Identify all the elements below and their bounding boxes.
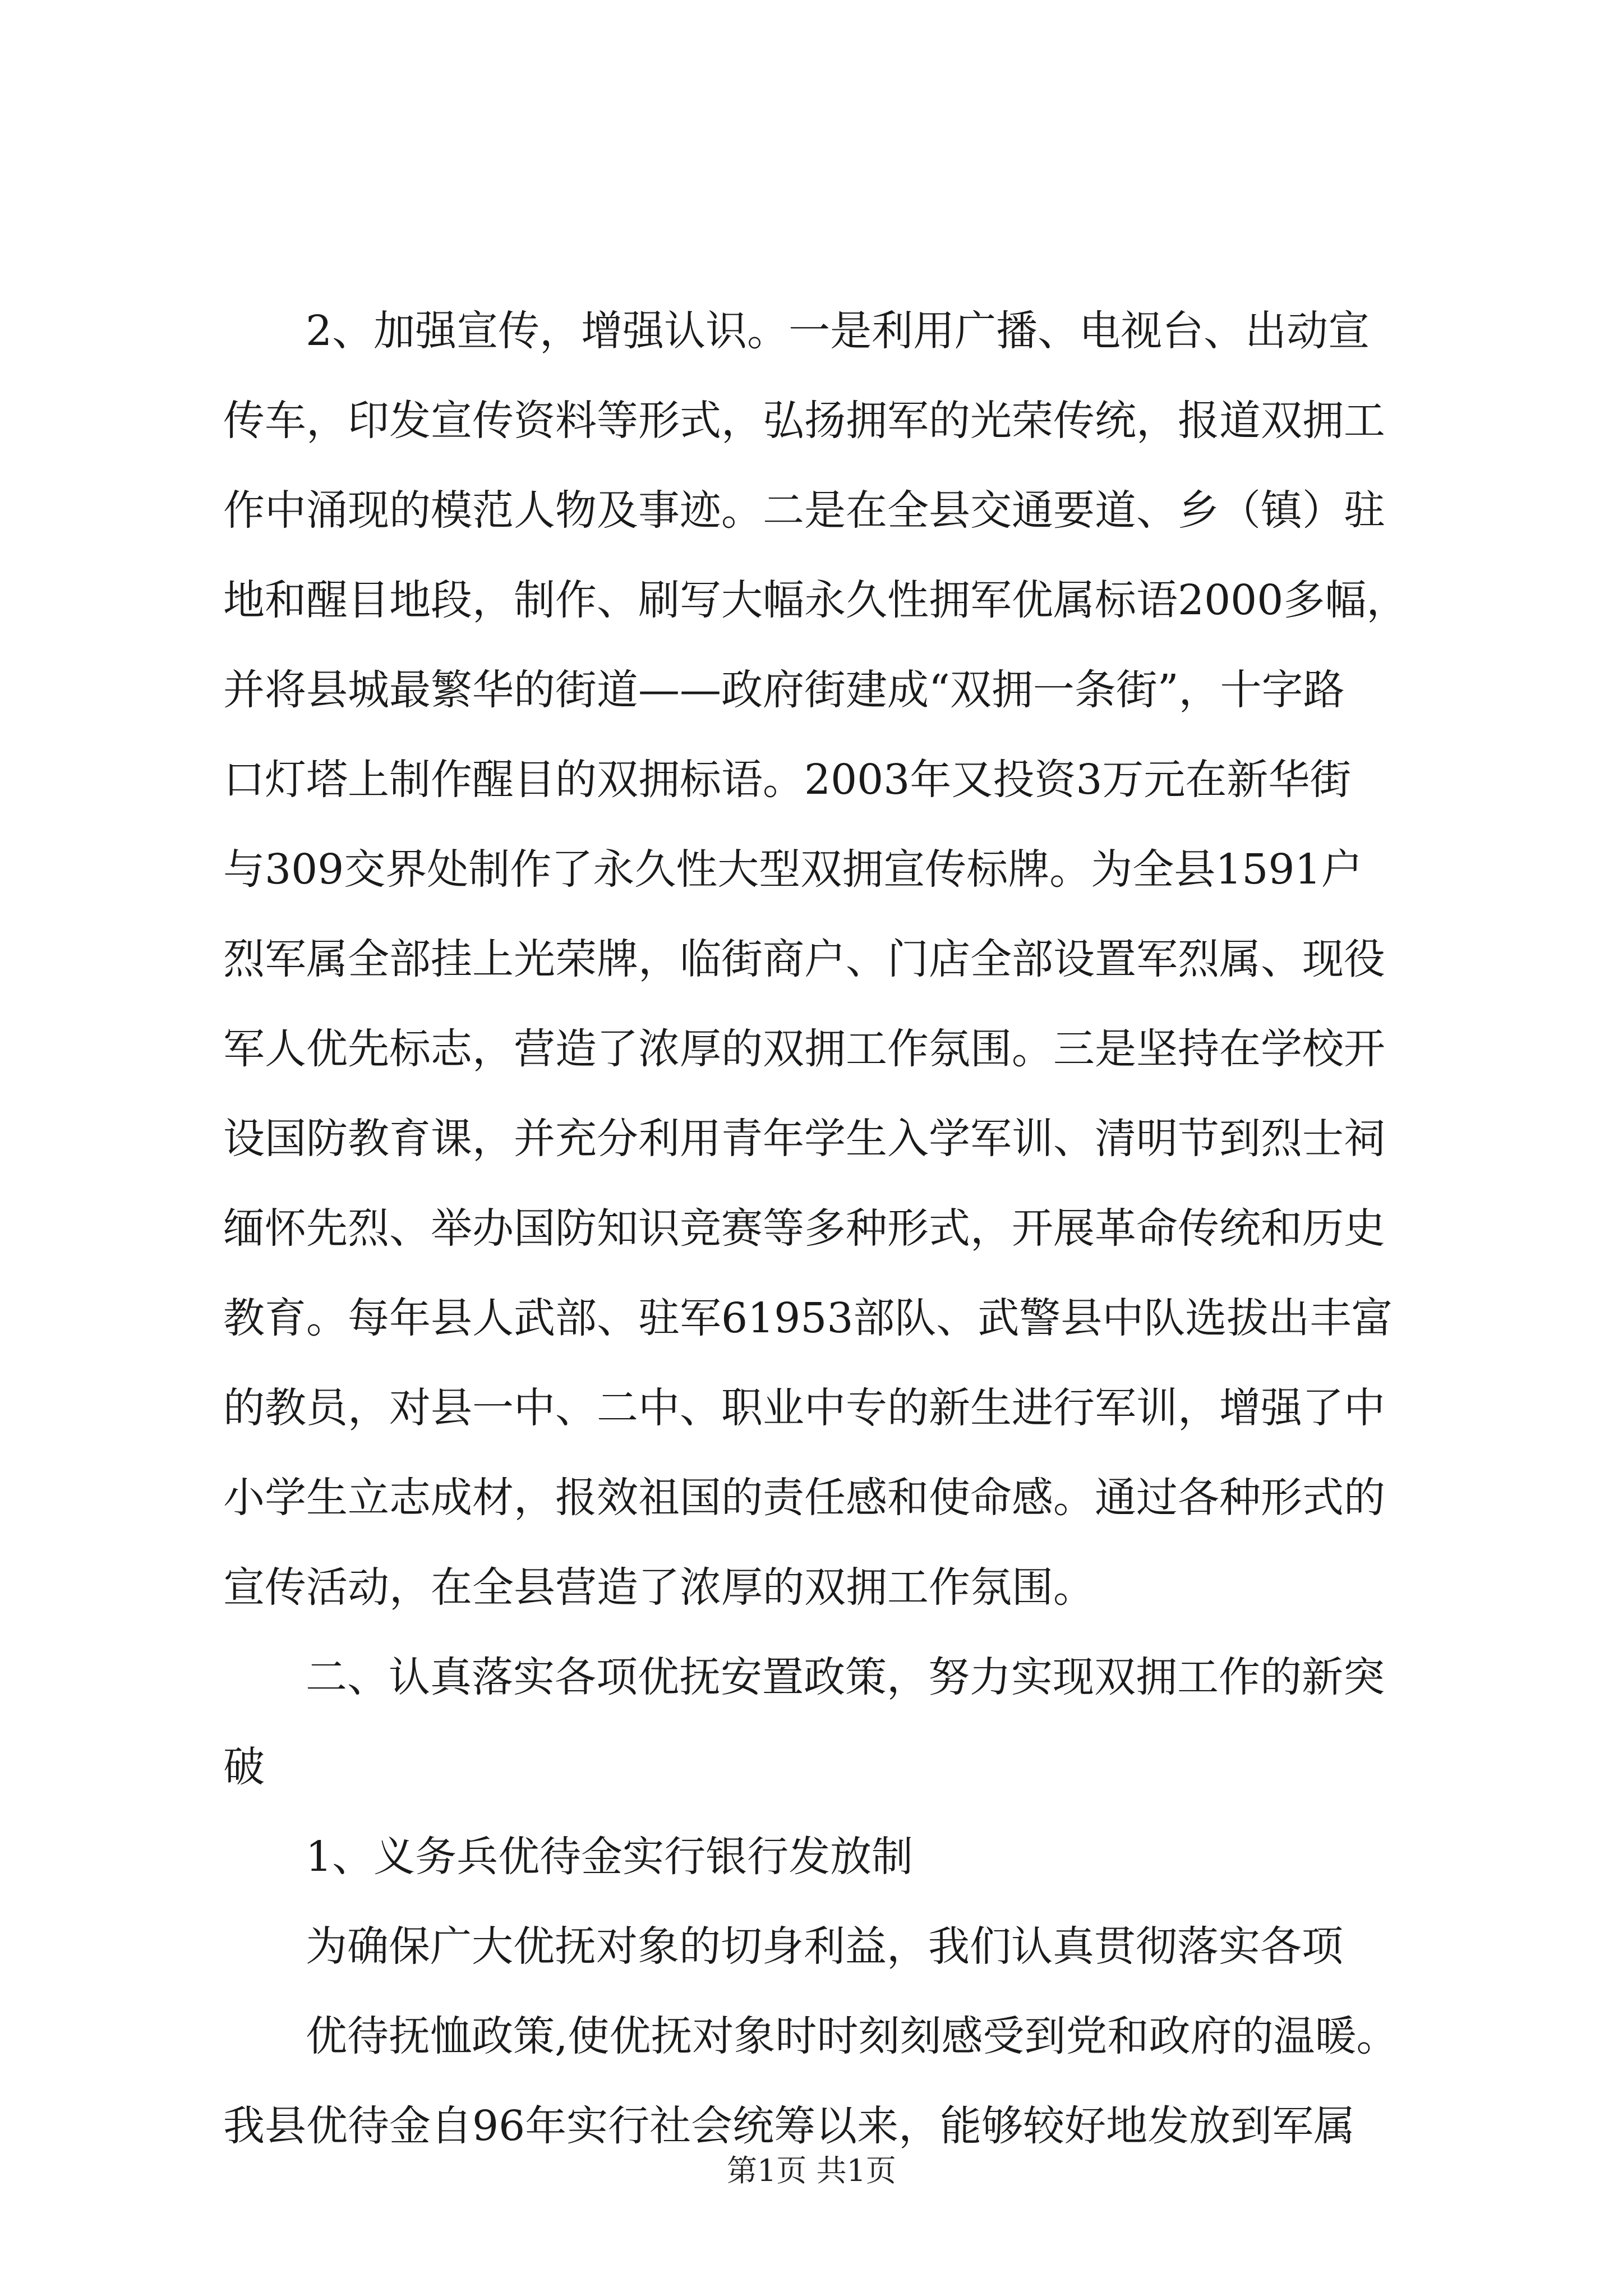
paragraph-line: 优待抚恤政策,使优抚对象时时刻刻感受到党和政府的温暖。 <box>306 2012 1398 2060</box>
paragraph-line: 的教员，对县一中、二中、职业中专的新生进行军训，增强了中 <box>223 1384 1385 1432</box>
paragraph-line: 设国防教育课，并充分利用青年学生入学军训、清明节到烈士祠 <box>223 1115 1385 1163</box>
paragraph-line: 传车，印发宣传资料等形式，弘扬拥军的光荣传统，报道双拥工 <box>223 397 1385 445</box>
page-number: 第1页 共1页 <box>727 2153 896 2188</box>
paragraph-line: 小学生立志成材，报效祖国的责任感和使命感。通过各种形式的 <box>223 1474 1385 1522</box>
paragraph-line: 烈军属全部挂上光荣牌，临街商户、门店全部设置军烈属、现役 <box>223 935 1385 983</box>
paragraph-line: 2、加强宣传，增强认识。一是利用广播、电视台、出动宣 <box>306 307 1370 355</box>
paragraph-line: 宣传活动，在全县营造了浓厚的双拥工作氛围。 <box>223 1563 1095 1612</box>
section-heading-line: 二、认真落实各项优抚安置政策，努力实现双拥工作的新突 <box>306 1653 1385 1701</box>
subsection-heading: 1、义务兵优待金实行银行发放制 <box>306 1833 914 1881</box>
paragraph-line: 作中涌现的模范人物及事迹。二是在全县交通要道、乡（镇）驻 <box>223 486 1385 535</box>
paragraph-line: 缅怀先烈、举办国防知识竞赛等多种形式，开展革命传统和历史 <box>223 1204 1385 1253</box>
paragraph-line: 我县优待金自96年实行社会统筹以来，能够较好地发放到军属 <box>223 2102 1355 2150</box>
paragraph-line: 教育。每年县人武部、驻军61953部队、武警县中队选拔出丰富 <box>223 1294 1393 1342</box>
section-heading-line: 破 <box>223 1743 265 1791</box>
paragraph-line: 地和醒目地段，制作、刷写大幅永久性拥军优属标语2000多幅， <box>223 576 1408 624</box>
paragraph-line: 军人优先标志，营造了浓厚的双拥工作氛围。三是坚持在学校开 <box>223 1025 1385 1073</box>
paragraph-line: 与309交界处制作了永久性大型双拥宣传标牌。为全县1591户 <box>223 845 1363 894</box>
paragraph-line: 口灯塔上制作醒目的双拥标语。2003年又投资3万元在新华街 <box>223 756 1352 804</box>
paragraph-line: 并将县城最繁华的街道——政府街建成“双拥一条街”，十字路 <box>223 666 1345 714</box>
paragraph-line: 为确保广大优抚对象的切身利益，我们认真贯彻落实各项 <box>306 1922 1343 1971</box>
